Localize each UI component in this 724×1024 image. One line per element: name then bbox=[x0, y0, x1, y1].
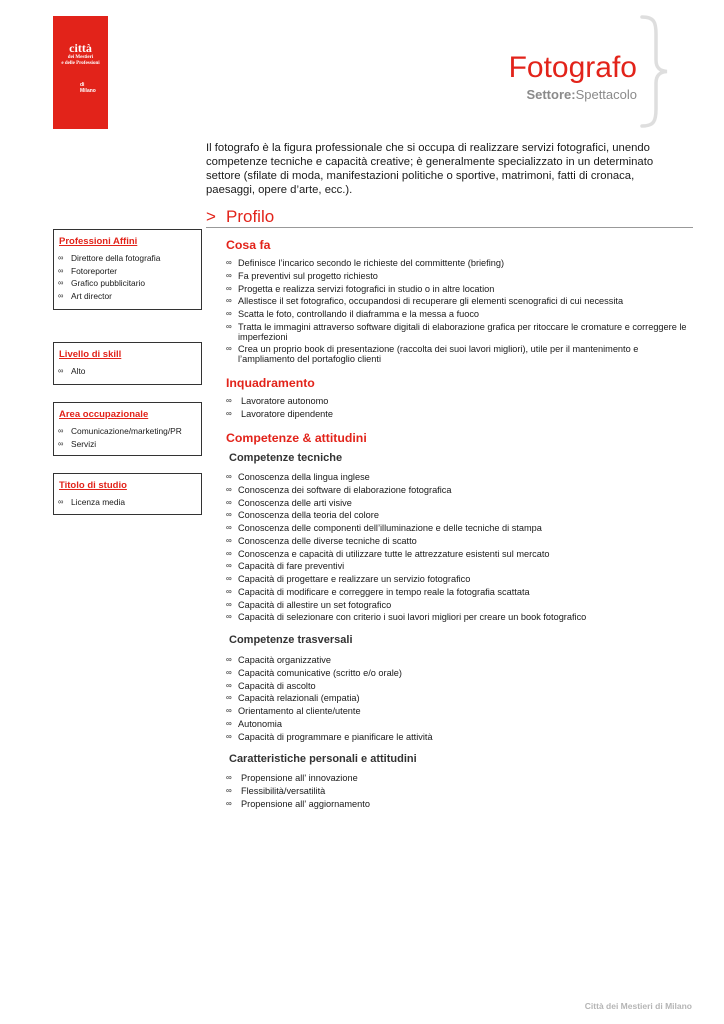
list-item bbox=[58, 496, 198, 509]
list-item bbox=[226, 560, 694, 573]
sector-line bbox=[526, 87, 637, 103]
list-item-text: Licenza media bbox=[71, 497, 126, 507]
list-item-text: Orientamento al cliente/utente bbox=[238, 706, 361, 716]
list-item bbox=[226, 344, 694, 364]
list-item bbox=[226, 308, 694, 321]
titolo-studio-list bbox=[58, 496, 198, 509]
caratteristiche-list bbox=[226, 772, 694, 810]
list-item-text: Allestisce il set fotografico, occupandosi di recuperare gli elementi scenografici di cui necessita bbox=[238, 296, 624, 307]
list-item bbox=[226, 295, 694, 308]
profilo-marker: > bbox=[206, 207, 216, 226]
list-item bbox=[226, 573, 694, 586]
list-item bbox=[226, 395, 694, 408]
list-item-text: Grafico pubblicitario bbox=[71, 278, 146, 288]
list-item-text: Capacità relazionali (empatia) bbox=[238, 693, 360, 704]
list-item-text: Capacità di progettare e realizzare un servizio fotografico bbox=[238, 574, 471, 584]
list-item-text: Fotoreporter bbox=[71, 265, 118, 276]
competenze-trasversali-list bbox=[226, 654, 694, 743]
list-item-text: Lavoratore autonomo bbox=[241, 396, 329, 406]
sector-value: Spettacolo bbox=[575, 87, 637, 102]
list-item-text: Servizi bbox=[71, 438, 97, 449]
bullet-icon: ∞ bbox=[58, 278, 64, 287]
bullet-icon: ∞ bbox=[58, 497, 64, 506]
bullet-icon: ∞ bbox=[226, 574, 232, 583]
list-item-text: Definisce l’incarico secondo le richieste del committente (briefing) bbox=[238, 258, 505, 268]
list-item bbox=[226, 692, 694, 705]
list-item bbox=[226, 718, 694, 731]
list-item bbox=[226, 522, 694, 535]
cosa-fa-heading: Cosa fa bbox=[226, 238, 271, 252]
bullet-icon: ∞ bbox=[226, 655, 232, 664]
list-item bbox=[226, 667, 694, 680]
footer: Città dei Mestieri di Milano bbox=[584, 1001, 692, 1011]
bullet-icon: ∞ bbox=[226, 270, 232, 280]
bullet-icon: ∞ bbox=[226, 296, 232, 306]
livello-skill-list bbox=[58, 365, 198, 378]
list-item bbox=[226, 731, 694, 744]
bullet-icon: ∞ bbox=[226, 586, 232, 596]
bullet-icon: ∞ bbox=[58, 426, 64, 435]
profilo-title: Profilo bbox=[226, 207, 275, 226]
bullet-icon: ∞ bbox=[226, 731, 232, 741]
bullet-icon: ∞ bbox=[226, 785, 232, 795]
bullet-icon: ∞ bbox=[226, 599, 232, 609]
list-item bbox=[226, 257, 694, 270]
list-item-text: Crea un proprio book di presentazione (raccolta dei suoi lavori migliori), utile per il mantenimento e l’ampliamento del portafoglio clienti bbox=[238, 344, 639, 365]
list-item bbox=[226, 599, 694, 612]
list-item-text: Capacità di allestire un set fotografico bbox=[238, 599, 392, 610]
bullet-icon: ∞ bbox=[226, 510, 232, 520]
list-item bbox=[226, 471, 694, 484]
list-item-text: Propensione all' innovazione bbox=[241, 773, 358, 783]
brace-decoration bbox=[640, 14, 670, 129]
list-item-text: Fa preventivi sul progetto richiesto bbox=[238, 270, 378, 281]
list-item-text: Autonomia bbox=[238, 718, 282, 729]
list-item bbox=[226, 772, 694, 785]
list-item-text: Direttore della fotografia bbox=[71, 253, 161, 263]
logo-line-1: città bbox=[69, 41, 92, 55]
bullet-icon: ∞ bbox=[226, 718, 232, 728]
livello-skill-box bbox=[53, 342, 202, 385]
bullet-icon: ∞ bbox=[226, 322, 232, 332]
area-occupazionale-box bbox=[53, 402, 202, 456]
list-item bbox=[58, 438, 198, 451]
list-item bbox=[58, 365, 198, 378]
list-item bbox=[226, 484, 694, 497]
logo bbox=[53, 16, 108, 129]
logo-line-4: di bbox=[80, 82, 85, 88]
bullet-icon: ∞ bbox=[226, 667, 232, 677]
list-item bbox=[226, 548, 694, 561]
list-item bbox=[226, 680, 694, 693]
bullet-icon: ∞ bbox=[226, 561, 232, 571]
caratteristiche-heading: Caratteristiche personali e attitudini bbox=[229, 753, 417, 765]
list-item-text: Comunicazione/marketing/PR bbox=[71, 426, 182, 436]
profilo-heading bbox=[206, 207, 693, 228]
competenze-trasversali-heading: Competenze trasversali bbox=[229, 634, 353, 646]
list-item-text: Capacità di modificare e correggere in tempo reale la fotografia scattata bbox=[238, 586, 530, 597]
bullet-icon: ∞ bbox=[226, 706, 232, 715]
bullet-icon: ∞ bbox=[226, 408, 232, 418]
list-item bbox=[226, 611, 694, 624]
intro-paragraph: Il fotografo è la figura professionale che si occupa di realizzare servizi fotografici, unendo competenze tecniche e capacità creative; è generalmente specializzato in un determinato settore (sfilate di moda, manifestazioni politiche o sportive, matrimoni, fatti di cronaca, paesaggi, opere d’arte, ecc.). bbox=[206, 142, 654, 196]
bullet-icon: ∞ bbox=[226, 523, 232, 532]
list-item bbox=[58, 290, 198, 303]
list-item-text: Conoscenza delle arti visive bbox=[238, 497, 352, 508]
list-item-text: Art director bbox=[71, 290, 112, 301]
competenze-tecniche-list bbox=[226, 471, 694, 624]
bullet-icon: ∞ bbox=[226, 484, 232, 494]
list-item bbox=[226, 586, 694, 599]
logo-line-5: Milano bbox=[80, 88, 96, 94]
list-item bbox=[58, 265, 198, 278]
list-item bbox=[226, 408, 694, 421]
professioni-affini-list bbox=[58, 252, 198, 302]
list-item bbox=[226, 322, 694, 342]
logo-line-2: dei Mestieri bbox=[67, 55, 94, 60]
bullet-icon: ∞ bbox=[226, 680, 232, 690]
list-item bbox=[226, 509, 694, 522]
list-item bbox=[58, 252, 198, 265]
list-item bbox=[226, 798, 694, 811]
list-item-text: Conoscenza della teoria del colore bbox=[238, 510, 379, 521]
list-item-text: Conoscenza delle componenti dell’illuminazione e delle tecniche di stampa bbox=[238, 523, 542, 533]
inquadramento-heading: Inquadramento bbox=[226, 376, 315, 390]
cosa-fa-list bbox=[226, 257, 694, 366]
bullet-icon: ∞ bbox=[58, 290, 64, 300]
logo-line-3: e delle Professioni bbox=[61, 61, 100, 66]
list-item bbox=[58, 425, 198, 438]
list-item-text: Propensione all' aggiornamento bbox=[241, 798, 370, 809]
titolo-studio-box bbox=[53, 473, 202, 515]
page-title: Fotografo bbox=[508, 51, 637, 85]
list-item-text: Capacità di programmare e pianificare le attività bbox=[238, 731, 433, 742]
titolo-studio-title: Titolo di studio bbox=[59, 480, 127, 491]
bullet-icon: ∞ bbox=[226, 612, 232, 622]
list-item-text: Tratta le immagini attraverso software digitali di elaborazione grafica per ritoccare le cromature e correggere le imperfezioni bbox=[238, 322, 687, 343]
bullet-icon: ∞ bbox=[58, 366, 64, 375]
list-item-text: Conoscenza delle diverse tecniche di scatto bbox=[238, 535, 417, 546]
list-item-text: Alto bbox=[71, 366, 86, 376]
bullet-icon: ∞ bbox=[58, 438, 64, 448]
list-item-text: Conoscenza e capacità di utilizzare tutte le attrezzature esistenti sul mercato bbox=[238, 548, 550, 559]
list-item bbox=[226, 705, 694, 718]
list-item-text: Conoscenza della lingua inglese bbox=[238, 472, 370, 482]
bullet-icon: ∞ bbox=[58, 253, 64, 262]
area-occupazionale-title: Area occupazionale bbox=[59, 409, 149, 420]
list-item-text: Capacità organizzative bbox=[238, 655, 331, 665]
list-item-text: Capacità di fare preventivi bbox=[238, 561, 345, 572]
list-item-text: Lavoratore dipendente bbox=[241, 408, 333, 419]
professioni-affini-box bbox=[53, 229, 202, 310]
list-item bbox=[226, 497, 694, 510]
bullet-icon: ∞ bbox=[226, 548, 232, 558]
competenze-heading: Competenze & attitudini bbox=[226, 431, 367, 445]
list-item-text: Capacità di selezionare con criterio i suoi lavori migliori per creare un book fotografico bbox=[238, 612, 587, 623]
bullet-icon: ∞ bbox=[226, 309, 232, 318]
list-item-text: Capacità di ascolto bbox=[238, 680, 316, 691]
list-item bbox=[226, 535, 694, 548]
bullet-icon: ∞ bbox=[226, 773, 232, 782]
sector-label: Settore: bbox=[526, 87, 576, 102]
bullet-icon: ∞ bbox=[58, 265, 64, 275]
professioni-affini-title: Professioni Affini bbox=[59, 236, 138, 247]
list-item-text: Progetta e realizza servizi fotografici in studio o in altre location bbox=[238, 283, 495, 294]
list-item bbox=[226, 785, 694, 798]
bullet-icon: ∞ bbox=[226, 258, 232, 267]
bullet-icon: ∞ bbox=[226, 283, 232, 293]
bullet-icon: ∞ bbox=[226, 344, 232, 354]
list-item bbox=[58, 277, 198, 290]
competenze-tecniche-heading: Competenze tecniche bbox=[229, 452, 343, 464]
list-item bbox=[226, 270, 694, 283]
bullet-icon: ∞ bbox=[226, 798, 232, 808]
inquadramento-list bbox=[226, 395, 694, 421]
bullet-icon: ∞ bbox=[226, 396, 232, 405]
list-item-text: Flessibilità/versatilità bbox=[241, 785, 326, 796]
list-item-text: Scatta le foto, controllando il diaframma e la messa a fuoco bbox=[238, 309, 480, 319]
list-item bbox=[226, 654, 694, 667]
bullet-icon: ∞ bbox=[226, 472, 232, 481]
list-item-text: Capacità comunicative (scritto e/o orale) bbox=[238, 667, 402, 678]
list-item-text: Conoscenza dei software di elaborazione fotografica bbox=[238, 484, 452, 495]
bullet-icon: ∞ bbox=[226, 693, 232, 703]
bullet-icon: ∞ bbox=[226, 497, 232, 507]
list-item bbox=[226, 283, 694, 296]
livello-skill-title: Livello di skill bbox=[59, 349, 122, 360]
bullet-icon: ∞ bbox=[226, 535, 232, 545]
area-occupazionale-list bbox=[58, 425, 198, 450]
